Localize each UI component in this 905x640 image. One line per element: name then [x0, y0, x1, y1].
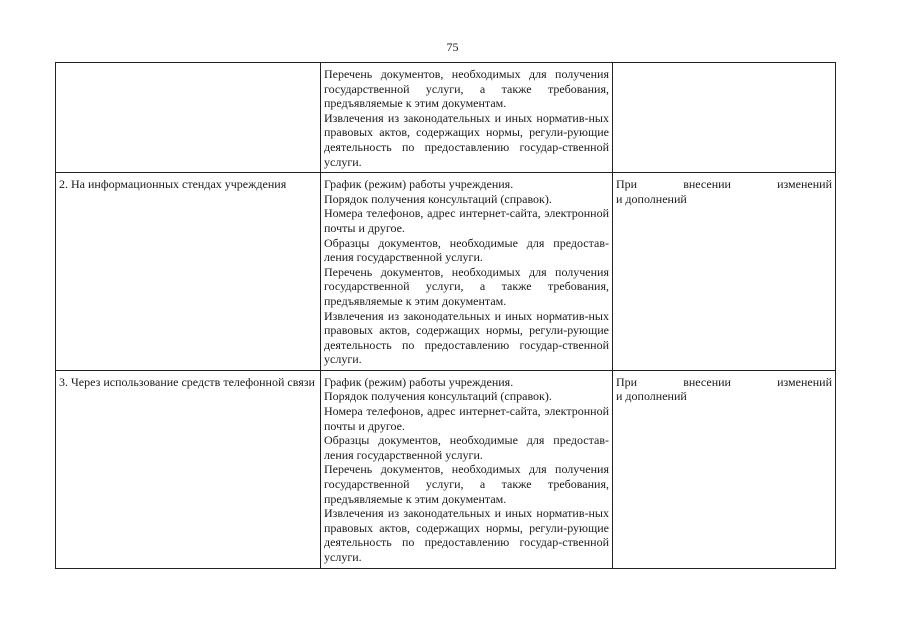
update-word: При: [616, 177, 638, 192]
content-line: Номера телефонов, адрес интернет-сайта, электронной почты и другое.: [324, 206, 609, 235]
update-cell: [613, 370, 836, 568]
content-line: Извлечения из законодательных и иных норматив-ных правовых актов, содержащих нормы, регули-рующие деятельность по предоставлению государ-ственной услуги.: [324, 308, 609, 367]
update-word: внесении: [683, 374, 731, 389]
content-line: Извлечения из законодательных и иных норматив-ных правовых актов, содержащих нормы, регули-рующие деятельность по предоставлению государ-ственной услуги.: [324, 506, 609, 564]
content-line: Перечень документов, необходимых для получения государственной услуги, а также требования, предъявляемые к этим документам.: [324, 264, 609, 308]
place-cell: [56, 63, 321, 173]
content-line: Образцы документов, необходимые для предостав-ления государственной услуги.: [324, 235, 609, 265]
content-cell: [321, 63, 613, 173]
page-number: 75: [446, 40, 459, 54]
content-line: График (режим) работы учреждения.: [324, 177, 514, 192]
content-line: Номера телефонов, адрес интернет-сайта, электронной почты и другое.: [324, 404, 609, 433]
place-cell: 2. На информационных стендах учреждения: [56, 173, 321, 371]
content-cell: [321, 370, 613, 568]
content-cell: [321, 173, 613, 371]
table-row: [56, 173, 836, 371]
content-line: Перечень документов, необходимых для получения государственной услуги, а также требования, предъявляемые к этим документам.: [324, 67, 609, 111]
update-word: изменений: [777, 177, 832, 192]
info-table: [55, 62, 836, 569]
update-line-1: [616, 375, 832, 390]
update-cell: [613, 63, 836, 173]
update-cell: [613, 173, 836, 371]
place-cell: 3. Через использование средств телефонной связи: [56, 370, 321, 568]
content-line: Образцы документов, необходимые для предостав-ления государственной услуги.: [324, 433, 609, 462]
update-word: При: [616, 374, 638, 389]
update-word: изменений: [777, 374, 832, 389]
content-line: Извлечения из законодательных и иных норматив-ных правовых актов, содержащих нормы, регули-рующие деятельность по предоставлению государ-ственной услуги.: [324, 110, 609, 169]
table-row: [56, 63, 836, 173]
content-line: График (режим) работы учреждения.: [324, 374, 514, 389]
content-line: Порядок получения консультаций (справок).: [324, 389, 552, 404]
table-row: [56, 370, 836, 568]
update-word: внесении: [683, 177, 731, 192]
update-line-1: [616, 177, 832, 192]
update-line-2: и дополнений: [616, 389, 687, 404]
content-line: Порядок получения консультаций (справок).: [324, 191, 552, 206]
update-line-2: и дополнений: [616, 191, 687, 206]
content-line: Перечень документов, необходимых для получения государственной услуги, а также требования, предъявляемые к этим документам.: [324, 462, 609, 506]
